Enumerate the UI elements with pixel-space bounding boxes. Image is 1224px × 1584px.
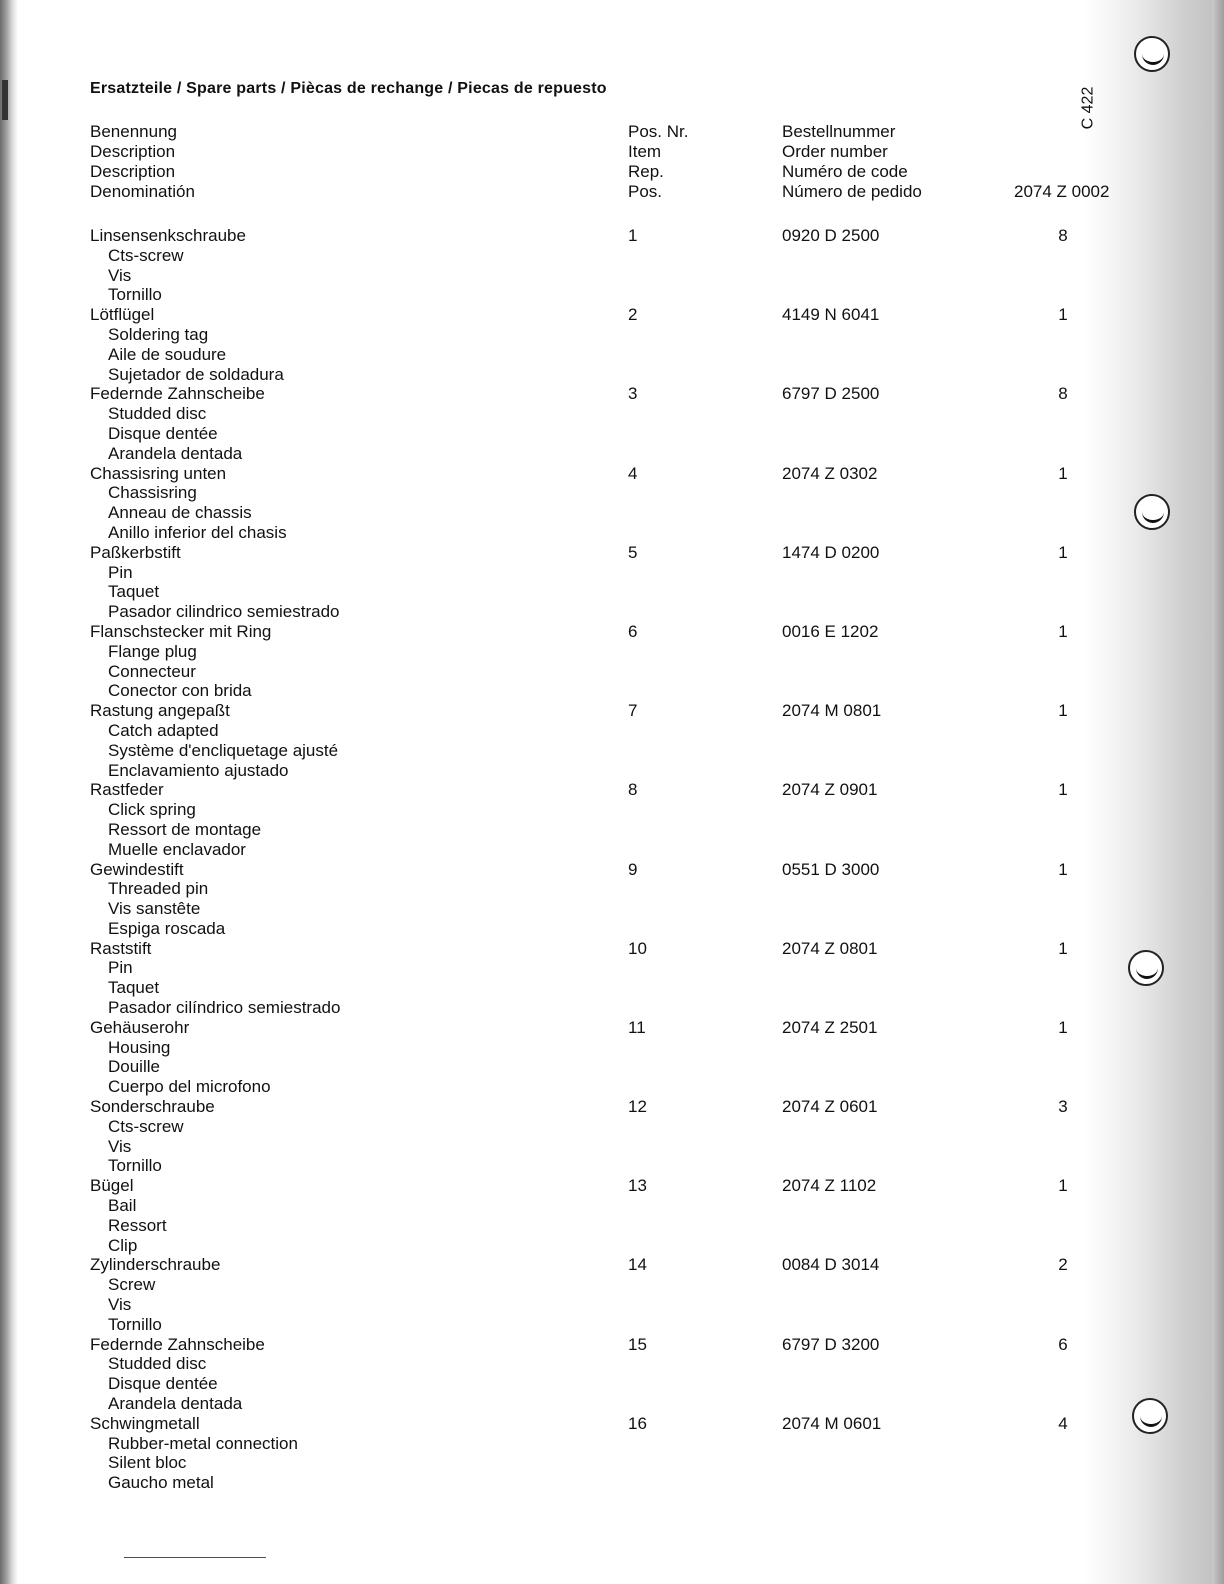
part-quantity: 1 [1058, 463, 1068, 483]
part-name: Flanschstecker mit Ring [90, 621, 272, 641]
part-main-row [90, 384, 1130, 404]
part-translation: Ressort [108, 1215, 167, 1235]
binder-hole-icon [1132, 1398, 1168, 1434]
part-position: 10 [628, 938, 647, 958]
scan-left-edge [0, 0, 18, 1584]
part-item [90, 543, 1130, 622]
header-pos: Pos. Nr. [628, 122, 689, 141]
footnote-rule [124, 1557, 266, 1558]
part-translation: Clip [108, 1235, 138, 1255]
header-row-german [90, 122, 1130, 142]
part-translation: Sujetador de soldadura [108, 364, 284, 384]
header-order: Numéro de code [782, 162, 908, 181]
part-item [90, 1255, 1130, 1334]
part-order-number: 2074 Z 2501 [782, 1017, 878, 1037]
part-order-number: 2074 Z 0302 [782, 463, 878, 483]
part-item [90, 1097, 1130, 1176]
part-position: 4 [628, 463, 638, 483]
part-translation: Vis sanstête [108, 899, 201, 919]
part-translation: Conector con brida [108, 681, 252, 701]
part-quantity: 1 [1058, 305, 1068, 325]
part-item [90, 464, 1130, 543]
part-position: 5 [628, 542, 638, 562]
part-item [90, 226, 1130, 305]
part-name: Bügel [90, 1176, 134, 1196]
header-assembly-number: 2074 Z 0002 [1014, 182, 1110, 201]
part-main-row [90, 1414, 1130, 1434]
part-main-row [90, 701, 1130, 721]
part-translation: Vis [108, 265, 132, 285]
header-pos: Pos. [628, 182, 663, 201]
part-main-row [90, 1176, 1130, 1196]
part-quantity: 3 [1058, 1097, 1068, 1117]
parts-list [90, 226, 1130, 1493]
part-name: Sonderschraube [90, 1097, 215, 1117]
part-main-row [90, 226, 1130, 246]
part-order-number: 2074 M 0601 [782, 1413, 882, 1433]
part-position: 6 [628, 621, 638, 641]
part-translation: Espiga roscada [108, 918, 226, 938]
part-main-row [90, 1097, 1130, 1117]
header-pos: Rep. [628, 162, 664, 181]
part-order-number: 0551 D 3000 [782, 859, 880, 879]
part-position: 7 [628, 701, 638, 721]
part-order-number: 6797 D 2500 [782, 384, 880, 404]
part-item [90, 860, 1130, 939]
part-translation: Tornillo [108, 285, 162, 305]
part-position: 9 [628, 859, 638, 879]
part-main-row [90, 1335, 1130, 1355]
part-translation: Connecteur [108, 661, 196, 681]
part-translation: Enclavamiento ajustado [108, 760, 289, 780]
part-position: 11 [628, 1017, 646, 1037]
part-name: Rastfeder [90, 780, 164, 800]
part-quantity: 1 [1058, 621, 1068, 641]
part-translation: Taquet [108, 582, 160, 602]
scan-right-edge [1212, 0, 1224, 1584]
part-main-row [90, 939, 1130, 959]
part-quantity: 1 [1058, 938, 1068, 958]
part-translation: Gaucho metal [108, 1473, 214, 1493]
part-position: 1 [628, 226, 638, 245]
part-quantity: 1 [1058, 542, 1068, 562]
part-translation: Tornillo [108, 1314, 162, 1334]
part-item [90, 701, 1130, 780]
part-quantity: 1 [1058, 1017, 1068, 1037]
page-title: Ersatzteile / Spare parts / Piècas de rechange / Piecas de repuesto [90, 80, 607, 97]
binder-hole-icon [1134, 494, 1170, 530]
part-order-number: 2074 Z 1102 [782, 1176, 877, 1196]
part-translation: Studded disc [108, 1354, 207, 1374]
part-order-number: 0084 D 3014 [782, 1255, 880, 1275]
header-pos: Item [628, 142, 662, 161]
part-item [90, 384, 1130, 463]
part-name: Schwingmetall [90, 1413, 200, 1433]
part-position: 15 [628, 1334, 647, 1354]
part-translation: Silent bloc [108, 1453, 187, 1473]
part-translation: Pin [108, 562, 133, 582]
part-translation: Bail [108, 1196, 137, 1216]
part-main-row [90, 305, 1130, 325]
part-order-number: 2074 M 0801 [782, 701, 882, 721]
part-translation: Housing [108, 1037, 171, 1057]
part-translation: Cts-screw [108, 245, 184, 265]
part-name: Raststift [90, 938, 152, 958]
part-item [90, 939, 1130, 1018]
part-translation: Système d'encliquetage ajusté [108, 740, 339, 760]
header-row-english [90, 142, 1130, 162]
part-translation: Arandela dentada [108, 443, 243, 463]
part-position: 12 [628, 1097, 647, 1117]
header-name: Description [90, 162, 176, 181]
header-name: Description [90, 142, 176, 161]
part-translation: Muelle enclavador [108, 839, 246, 859]
document-code-text: C 422 [1078, 86, 1096, 130]
part-order-number: 0920 D 2500 [782, 226, 880, 245]
part-translation: Cts-screw [108, 1116, 184, 1136]
part-order-number: 1474 D 0200 [782, 542, 880, 562]
part-translation: Vis [108, 1295, 132, 1315]
part-order-number: 0016 E 1202 [782, 621, 879, 641]
part-quantity: 1 [1058, 1176, 1068, 1196]
part-name: Chassisring unten [90, 463, 227, 483]
part-quantity: 8 [1058, 384, 1068, 404]
part-translation: Anillo inferior del chasis [108, 522, 287, 542]
part-quantity: 1 [1058, 859, 1068, 879]
part-name: Federnde Zahnscheibe [90, 1334, 265, 1354]
part-position: 3 [628, 384, 638, 404]
part-main-row [90, 543, 1130, 563]
part-translation: Pasador cilindrico semiestrado [108, 602, 340, 622]
part-translation: Screw [108, 1275, 156, 1295]
part-main-row [90, 1255, 1130, 1275]
header-order: Order number [782, 142, 888, 161]
column-headers [90, 122, 1130, 202]
part-translation: Aile de soudure [108, 344, 227, 364]
header-row-spanish [90, 182, 1130, 202]
part-item [90, 1335, 1130, 1414]
part-order-number: 2074 Z 0601 [782, 1097, 878, 1117]
part-item [90, 1414, 1130, 1493]
part-translation: Arandela dentada [108, 1394, 243, 1414]
part-translation: Cuerpo del microfono [108, 1077, 271, 1097]
header-name: Benennung [90, 122, 177, 141]
part-translation: Douille [108, 1057, 160, 1077]
part-translation: Chassisring [108, 483, 197, 503]
part-translation: Pasador cilíndrico semiestrado [108, 998, 341, 1018]
part-name: Paßkerbstift [90, 542, 181, 562]
part-name: Gehäuserohr [90, 1017, 190, 1037]
header-name: Denominatión [90, 182, 195, 201]
part-translation: Tornillo [108, 1156, 162, 1176]
part-main-row [90, 780, 1130, 800]
part-translation: Threaded pin [108, 879, 209, 899]
part-position: 2 [628, 305, 638, 325]
part-position: 13 [628, 1176, 647, 1196]
part-translation: Disque dentée [108, 423, 218, 443]
part-quantity: 8 [1058, 226, 1068, 245]
part-translation: Click spring [108, 800, 196, 820]
part-quantity: 1 [1058, 780, 1068, 800]
part-main-row [90, 622, 1130, 642]
part-order-number: 2074 Z 0901 [782, 780, 878, 800]
part-translation: Anneau de chassis [108, 503, 252, 523]
scan-left-mark [2, 80, 8, 120]
part-item [90, 1176, 1130, 1255]
part-translation: Taquet [108, 978, 160, 998]
part-main-row [90, 464, 1130, 484]
part-name: Federnde Zahnscheibe [90, 384, 265, 404]
part-position: 16 [628, 1413, 647, 1433]
part-translation: Studded disc [108, 404, 207, 424]
part-translation: Vis [108, 1136, 132, 1156]
part-item [90, 622, 1130, 701]
part-position: 14 [628, 1255, 647, 1275]
part-translation: Ressort de montage [108, 819, 262, 839]
part-translation: Disque dentée [108, 1374, 218, 1394]
part-order-number: 2074 Z 0801 [782, 938, 878, 958]
part-name: Gewindestift [90, 859, 184, 879]
binder-hole-icon [1128, 950, 1164, 986]
part-translation: Rubber-metal connection [108, 1433, 298, 1453]
part-order-number: 4149 N 6041 [782, 305, 880, 325]
part-item [90, 780, 1130, 859]
binder-hole-icon [1134, 36, 1170, 72]
part-name: Lötflügel [90, 305, 155, 325]
header-order: Bestellnummer [782, 122, 896, 141]
part-quantity: 4 [1058, 1413, 1068, 1433]
part-quantity: 2 [1058, 1255, 1068, 1275]
part-translation: Catch adapted [108, 720, 219, 740]
part-order-number: 6797 D 3200 [782, 1334, 880, 1354]
header-row-french [90, 162, 1130, 182]
part-main-row [90, 860, 1130, 880]
part-quantity: 1 [1058, 701, 1068, 721]
part-translation: Flange plug [108, 641, 197, 661]
part-main-row [90, 1018, 1130, 1038]
part-translation: Pin [108, 958, 133, 978]
part-quantity: 6 [1058, 1334, 1068, 1354]
part-name: Rastung angepaßt [90, 701, 230, 721]
part-item [90, 1018, 1130, 1097]
part-translation: Soldering tag [108, 324, 209, 344]
header-order: Número de pedido [782, 182, 922, 201]
part-item [90, 305, 1130, 384]
part-name: Linsensenkschraube [90, 226, 246, 245]
part-position: 8 [628, 780, 638, 800]
part-name: Zylinderschraube [90, 1255, 221, 1275]
